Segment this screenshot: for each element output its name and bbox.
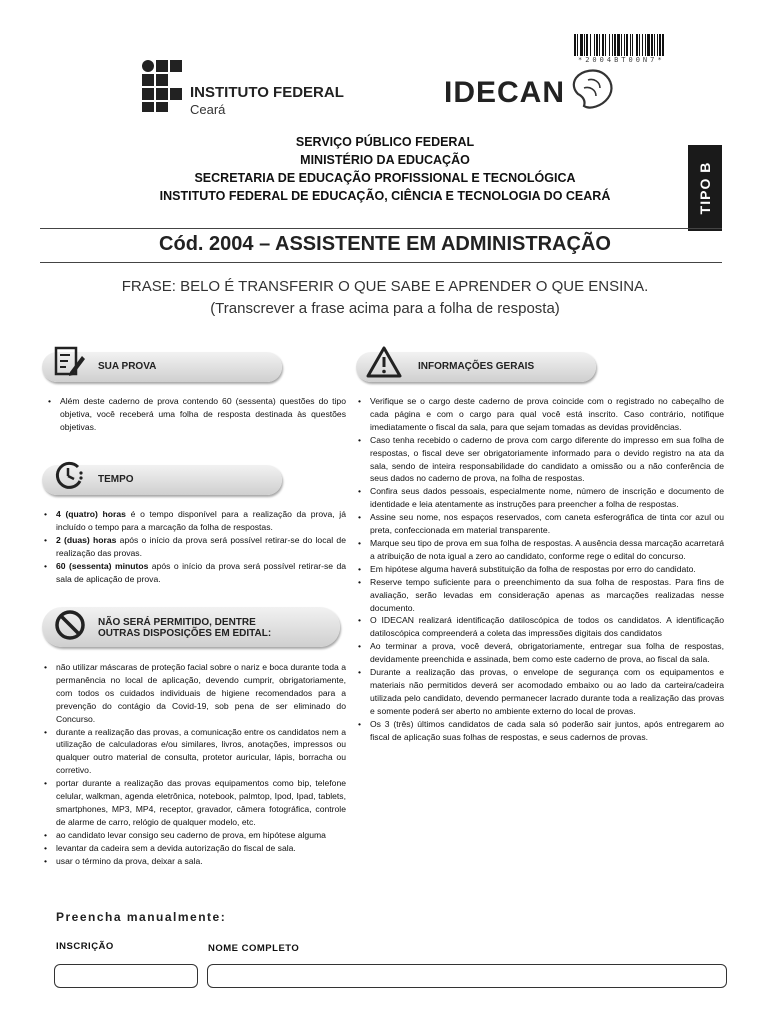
tempo-text-block (56, 508, 346, 585)
prohibited-icon (48, 603, 92, 647)
divider (40, 262, 722, 263)
list-item: • 60 (sessenta) minutos após o início da prova será possível retirar-se da sala de aplicação de prova. (56, 560, 346, 586)
list-item: • durante a realização das provas, a comunicação entre os candidatos nem a utilização de calculadoras e/ou similares, livros, anotações, impressos ou qualquer outro material de consulta, protetor auricular, lápis, borracha ou corretivo. (56, 726, 346, 778)
informacoes-gerais-title: INFORMAÇÕES GERAIS (418, 361, 535, 372)
list-item: • portar durante a realização das provas equipamentos como bip, telefone celular, walkman, agenda eletrônica, notebook, palmtop, Ipod, Ipad, tablets, smartphones, MP3, MP4, receptor, gravador, câmera fotográfica, controle de alarme de carro, relógio de qualquer modelo, etc. (56, 777, 346, 829)
sua-prova-text-block (60, 395, 346, 434)
header-line: SERVIÇO PÚBLICO FEDERAL (295, 135, 475, 149)
proibido-title: NÃO SERÁ PERMITIDO, DENTRE OUTRAS DISPOSIÇÕES EM EDITAL: (98, 617, 272, 639)
institution-header (100, 133, 670, 205)
idecan-logo: IDECAN (444, 76, 566, 109)
list-item: • Confira seus dados pessoais, especialmente nome, número de inscrição e documento de identidade e leia atentamente as instruções para preencher a folha de respostas. (370, 485, 724, 511)
list-item: • 4 (quatro) horas é o tempo disponível para a realização da prova, já incluído o tempo para a marcação da folha de respostas. (56, 508, 346, 534)
divider (40, 228, 722, 229)
if-logo-title: INSTITUTO FEDERAL (190, 84, 344, 101)
exam-code-title: Cód. 2004 – ASSISTENTE EM ADMINISTRAÇÃO (159, 233, 611, 255)
barcode (574, 34, 754, 56)
inscricao-label: INSCRIÇÃO (56, 941, 114, 952)
tempo-banner (42, 465, 282, 495)
header-line: MINISTÉRIO DA EDUCAÇÃO (300, 153, 470, 167)
informacoes-gerais-banner (356, 352, 596, 382)
list-item: • usar o término da prova, deixar a sala. (56, 855, 346, 868)
list-item: • não utilizar máscaras de proteção facial sobre o nariz e boca durante toda a permanência no local de aplicação, devendo cumprir, obrigatoriamente, com todos os cuidados individuais de higiene recomendados para a prevenção do contágio da Covid-19, sob pena de ser eliminado do Concurso. (56, 661, 346, 726)
tipo-label: TIPO B (697, 161, 713, 215)
list-item: • O IDECAN realizará identificação datiloscópica de todos os candidatos. A identificação datiloscópica compreenderá a coleta das impressões digitais dos candidatos (370, 614, 724, 640)
barcode-number: *2004BT00N7* (578, 56, 665, 64)
list-item: • Além deste caderno de prova contendo 60 (sessenta) questões do tipo objetiva, você receberá uma folha de resposta destinada às questões objetivas. (60, 395, 346, 434)
list-item: • ao candidato levar consigo seu caderno de prova, em hipótese alguma (56, 829, 346, 842)
brazil-map-icon (568, 68, 618, 112)
clock-icon (48, 455, 92, 499)
list-item: • 2 (duas) horas após o início da prova será possível retirar-se do local de realização das provas. (56, 534, 346, 560)
proibido-text-block (56, 661, 346, 868)
inscricao-field[interactable] (54, 964, 198, 988)
list-item: • Em hipótese alguma haverá substituição da folha de respostas por erro do candidato. (370, 563, 724, 576)
list-item: • Assine seu nome, nos espaços reservados, com caneta esferográfica de tinta cor azul ou preta, confeccionada em material transparente. (370, 511, 724, 537)
sua-prova-banner (42, 352, 282, 382)
list-item: • Os 3 (três) últimos candidatos de cada sala só poderão sair juntos, após entregarem ao fiscal de aplicação suas folhas de respostas, e seus cadernos de provas. (370, 718, 724, 744)
list-item: • Caso tenha recebido o caderno de prova com cargo diferente do impresso em sua folha de respostas, o fiscal deve ser obrigatoriamente informado para o devido registro na ata da sala, sendo de inteira responsabilidade do candidato a omissão ou a não conferência de seus dados no caderno de prova, na folha de respostas. (370, 434, 724, 486)
header-line: INSTITUTO FEDERAL DE EDUCAÇÃO, CIÊNCIA E TECNOLOGIA DO CEARÁ (159, 189, 611, 203)
tempo-title: TEMPO (98, 474, 134, 485)
proibido-banner (42, 607, 340, 647)
if-logo-grid-icon (140, 58, 182, 112)
if-logo-subtitle: Ceará (190, 102, 226, 117)
tipo-badge (688, 145, 722, 231)
warning-icon (362, 342, 406, 386)
list-item: • Ao terminar a prova, você deverá, obrigatoriamente, entregar sua folha de respostas, devidamente preenchida e assinada, bem como este caderno de prova, ao fiscal da sala. (370, 640, 724, 666)
informacoes-gerais-text-block (370, 395, 724, 743)
list-item: • Reserve tempo suficiente para o preenchimento da sua folha de respostas. Para fins de avaliação, serão levadas em consideração apenas as marcações realizadas nesse documento. (370, 576, 724, 615)
nome-completo-field[interactable] (207, 964, 727, 988)
frase: FRASE: BELO É TRANSFERIR O QUE SABE E APRENDER O QUE ENSINA. (121, 278, 649, 295)
list-item: • levantar da cadeira sem a devida autorização do fiscal de sala. (56, 842, 346, 855)
header-line: SECRETARIA DE EDUCAÇÃO PROFISSIONAL E TECNOLÓGICA (194, 171, 576, 185)
frase-instruction: (Transcrever a frase acima para a folha de resposta) (210, 300, 560, 317)
preencha-label: Preencha manualmente: (56, 910, 227, 924)
list-item: • Marque seu tipo de prova em sua folha de respostas. A ausência dessa marcação acarretará a atribuição de nota igual a zero ao candidato, conforme rege o edital do concurso. (370, 537, 724, 563)
pencil-note-icon (48, 342, 92, 386)
list-item: • Verifique se o cargo deste caderno de prova coincide com o registrado no cabeçalho de cada página e com o cargo para qual você está inscrito. Caso contrário, notifique imediatamente o fiscal da sala, para que sejam tomadas as devidas providências. (370, 395, 724, 434)
sua-prova-title: SUA PROVA (98, 361, 157, 372)
nome-completo-label: NOME COMPLETO (208, 943, 300, 954)
list-item: • Durante a realização das provas, o envelope de segurança com os equipamentos e materiais não permitidos deverá ser acomodado embaixo ou ao lado da carteira/cadeira utilizada pelo candidato, devendo permanecer lacrado durante toda a realização das provas e somente poderá ser aberto no ambiente externo do local de provas. (370, 666, 724, 718)
